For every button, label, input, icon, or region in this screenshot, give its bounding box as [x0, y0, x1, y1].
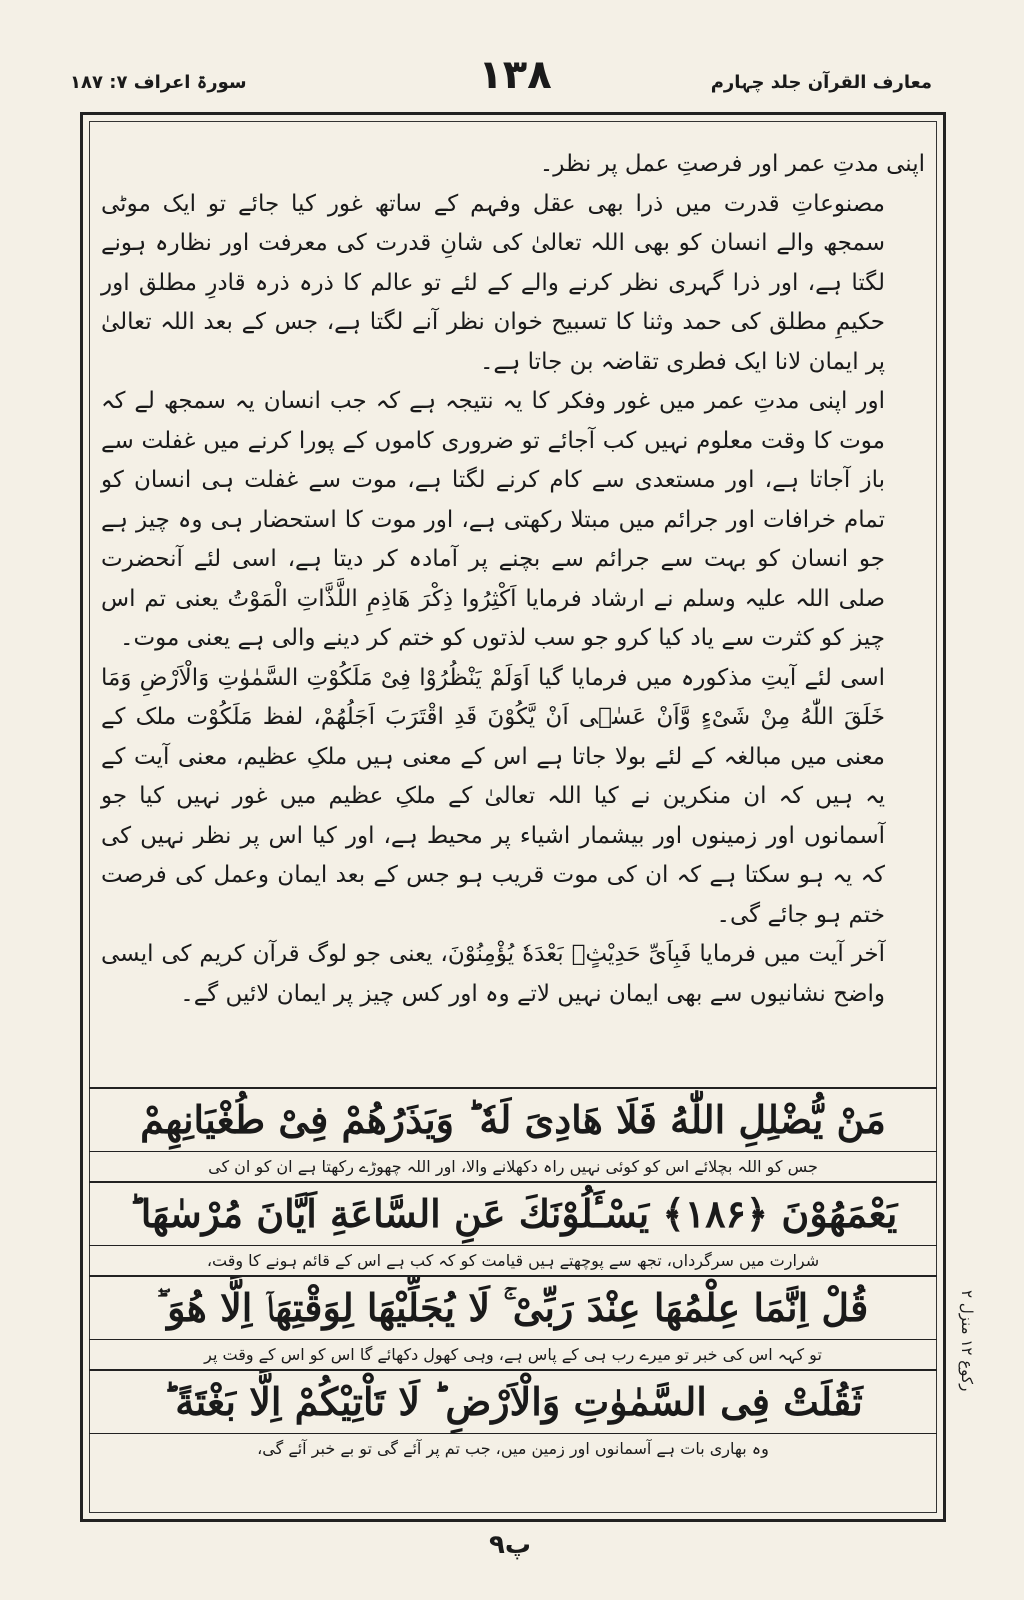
paragraph: اپنی مدتِ عمر اور فرصتِ عمل پر نظر۔ — [539, 151, 925, 177]
page-header — [0, 0, 1024, 110]
paragraph: مصنوعاتِ قدرت میں ذرا بھی عقل وفہم کے ساتھ غور کیا جائے تو ایک موٹی سمجھ والے انسان کو بھی اللہ تعالیٰ کی شانِ قدرت کی معرفت اور نظارہ ہونے لگتا ہے، اور ذرا گہری نظر کرنے والے کے لئے تو عالم کا ذرہ ذرہ قادرِ مطلق اور حکیمِ مطلق کی حمد وثنا کا تسبیح خوان نظر آنے لگتا ہے، جس کے بعد اللہ تعالیٰ پر ایمان لانا ایک فطری تقاضہ بن جاتا ہے۔ — [101, 190, 885, 375]
verse-translation: شرارت میں سرگرداں، تجھ سے پوچھتے ہیں قیامت کو کہ کب ہے اس کے قائم ہونے کا وقت، — [89, 1245, 937, 1276]
paragraph: آخر آیت میں فرمایا فَبِاَیِّ حَدِیْثٍۭ بَعْدَهٗ یُؤْمِنُوْنَ، یعنی جو لوگ قرآن کریم کی ایسی واضح نشانیوں سے بھی ایمان نہیں لاتے وہ اور کس چیز پر ایمان لائیں گے۔ — [101, 941, 885, 1007]
verse-translation: تو کہہ اس کی خبر تو میرے رب ہی کے پاس ہے، وہی کھول دکھائے گا اس کو اس کے وقت پر — [89, 1339, 937, 1370]
signature-mark: ۹پ — [488, 1530, 531, 1560]
commentary-text — [101, 145, 925, 1014]
verse-arabic: مَنْ یُّضْلِلِ اللّٰهُ فَلَا هَادِیَ لَهٗ ؕ وَیَذَرُهُمْ فِیْ طُغْیَانِهِمْ — [140, 1097, 886, 1142]
verse-arabic: ثَقُلَتْ فِی السَّمٰوٰتِ وَالْاَرْضِ ؕ لَا تَاْتِیْكُمْ اِلَّا بَغْتَةً ؕ — [163, 1379, 863, 1424]
verse-block — [89, 1181, 937, 1276]
paragraph: اسی لئے آیتِ مذکورہ میں فرمایا گیا اَوَلَمْ یَنْظُرُوْا فِیْ مَلَکُوْتِ السَّمٰوٰتِ وَالْاَرْضِ وَمَا خَلَقَ اللّٰهُ مِنْ شَیْءٍ وَّاَنْ عَسٰۤی اَنْ یَّکُوْنَ قَدِ اقْتَرَبَ اَجَلُهُمْ، لفظ مَلَکُوْت ملک کے معنی میں مبالغہ کے لئے بولا جاتا ہے اس کے معنی ہیں ملکِ عظیم، معنی آیت کے یہ ہیں کہ ان منکرین نے کیا اللہ تعالیٰ کے ملکِ عظیم میں غور نہیں کیا جو آسمانوں اور زمینوں اور بیشمار اشیاء پر محیط ہے، اور کیا اس پر نظر نہیں کی کہ یہ ہو سکتا ہے کہ ان کی موت قریب ہو جس کے بعد ایمان وعمل کی فرصت ختم ہو جائے گی۔ — [101, 664, 885, 928]
page-number: ۱۳۸ — [478, 52, 552, 98]
verse-translation: وہ بھاری بات ہے آسمانوں اور زمین میں، جب تم پر آئے گی تو بے خبر آئے گی، — [89, 1433, 937, 1464]
verse-block — [89, 1275, 937, 1370]
margin-note: رکوع ۱۲ منزل ۲ — [958, 1290, 976, 1392]
verse-arabic: قُلْ اِنَّمَا عِلْمُهَا عِنْدَ رَبِّیْ ۚ لَا یُجَلِّیْهَا لِوَقْتِهَاۤ اِلَّا هُوَ ؔؕ — [157, 1285, 869, 1330]
page-frame — [80, 112, 946, 1522]
paragraph: اور اپنی مدتِ عمر میں غور وفکر کا یہ نتیجہ ہے کہ جب انسان یہ سمجھ لے کہ موت کا وقت معلوم نہیں کب آجائے تو ضروری کاموں کے پورا کرنے میں غفلت سے باز آجاتا ہے، اور مستعدی سے کام کرنے لگتا ہے، موت سے غفلت ہی انسان کو تمام خرافات اور جرائم میں مبتلا رکھتی ہے، اور موت کا استحضار ہی وہ چیز ہے جو انسان کو بہت سے جرائم سے بچنے پر آمادہ کر دیتا ہے، اسی لئے آنحضرت صلی اللہ علیہ وسلم نے ارشاد فرمایا اَکْثِرُوا ذِکْرَ ھَاذِمِ اللَّذَّاتِ الْمَوْتُ یعنی تم اس چیز کو کثرت سے یاد کیا کرو جو سب لذتوں کو ختم کر دینے والی ہے یعنی موت۔ — [101, 388, 885, 651]
verse-block — [89, 1087, 937, 1182]
surah-reference: سورۃ اعراف ۷: ۱۸۷ — [70, 72, 247, 93]
verse-arabic: یَعْمَهُوْنَ ﴿۱۸۶﴾ یَسْـَٔلُوْنَكَ عَنِ السَّاعَةِ اَیَّانَ مُرْسٰهَا ؕ — [128, 1191, 898, 1236]
book-title: معارف القرآن جلد چہارم — [710, 72, 932, 93]
verse-block — [89, 1369, 937, 1464]
verse-translation: جس کو اللہ بچلائے اس کو کوئی نہیں راہ دکھلانے والا، اور اللہ چھوڑے رکھتا ہے ان کو ان کی — [89, 1151, 937, 1182]
